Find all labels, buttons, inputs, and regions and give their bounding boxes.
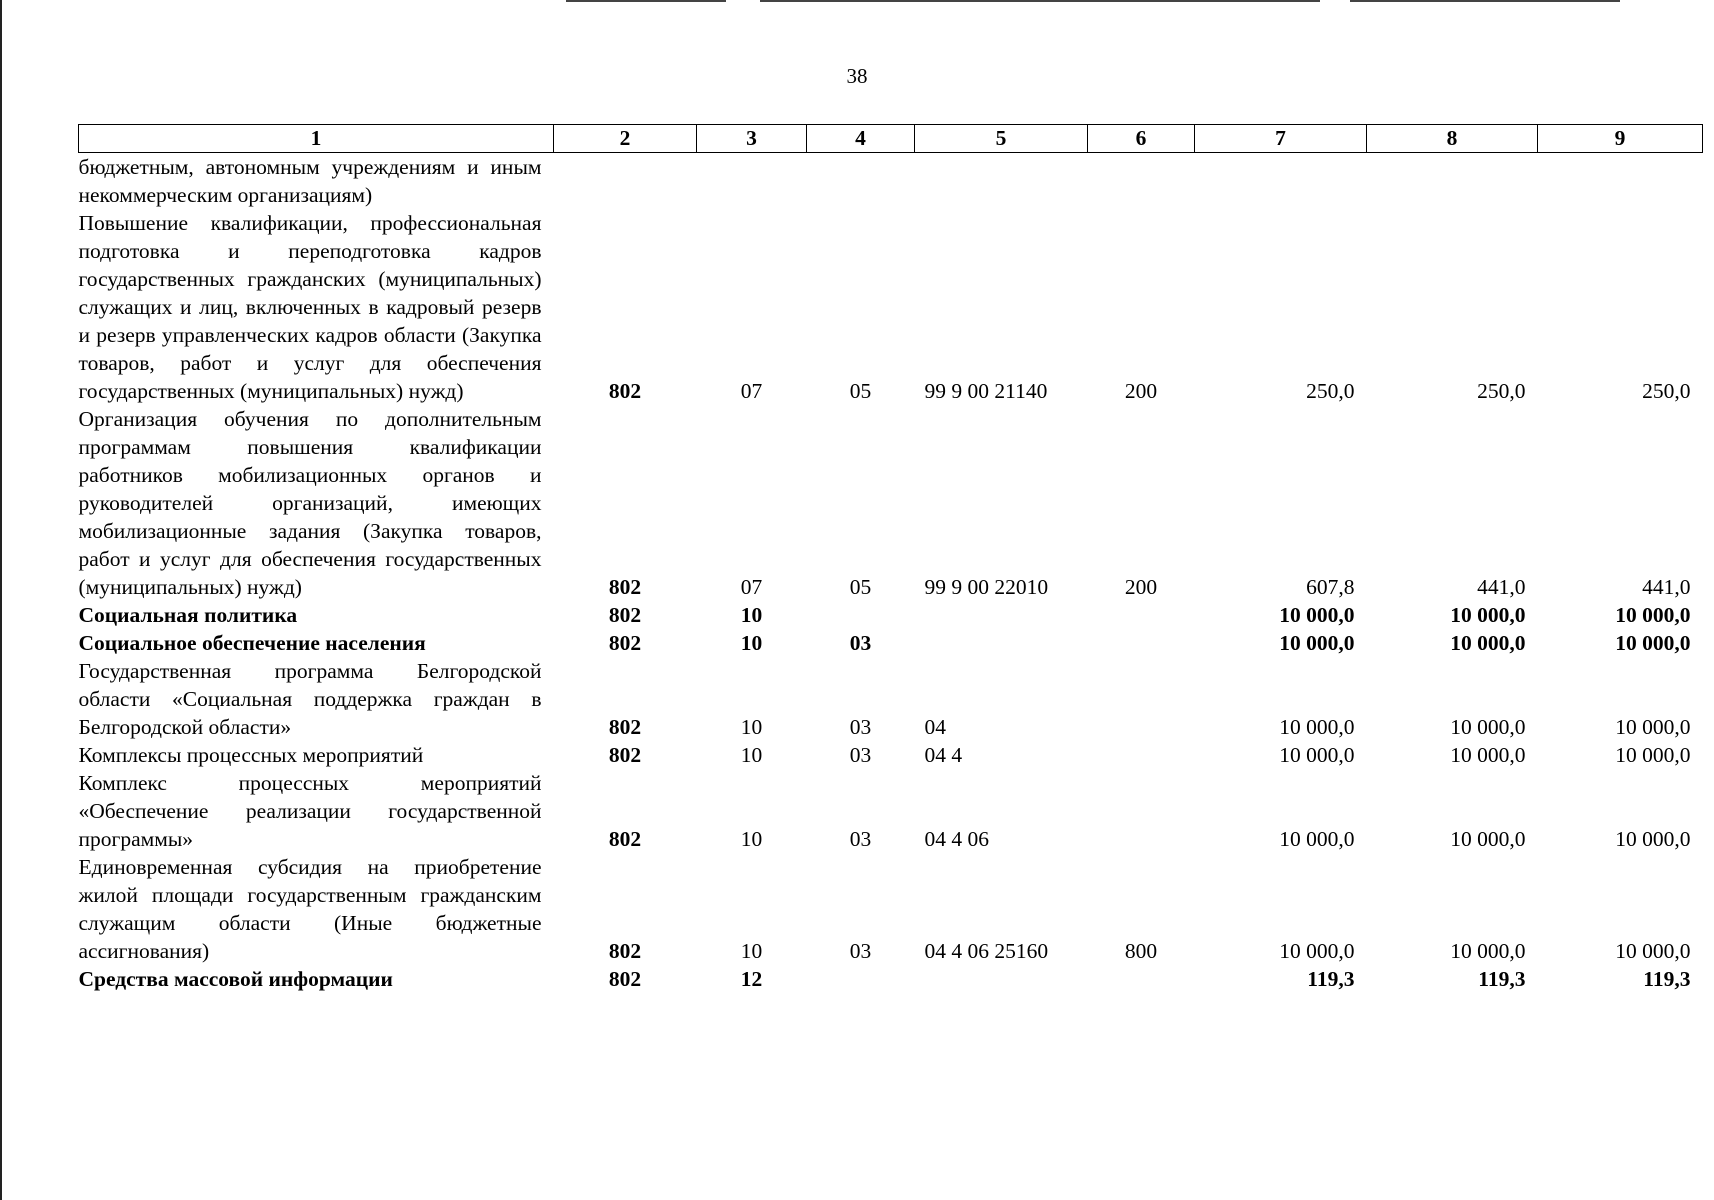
table-row <box>79 853 1703 965</box>
cell-subsection: 03 <box>849 827 872 851</box>
cell-target-article: 04 4 06 25160 <box>924 939 1049 963</box>
cell-section: 10 <box>740 603 763 627</box>
cell-target-article: 04 4 06 <box>924 827 989 851</box>
cell-expense-type <box>1088 965 1195 993</box>
cell-amount-7: 10 000,0 <box>1279 715 1355 739</box>
cell-section: 12 <box>740 967 763 991</box>
cell-ministry: 802 <box>608 715 642 739</box>
cell-subsection <box>807 153 915 210</box>
cell-amount-9: 10 000,0 <box>1615 939 1691 963</box>
cell-ministry: 802 <box>608 967 642 991</box>
row-name: Организация обучения по дополнительным программам повышения квалификации работников мобилизационных органов и руководителей организаций, имеющих мобилизационные задания (Закупка товаров, работ и услуг для обеспечения государственных (муниципальных) нужд) <box>78 407 542 599</box>
cell-ministry: 802 <box>608 379 642 403</box>
cell-section: 10 <box>740 715 763 739</box>
cell-ministry <box>554 153 697 210</box>
row-name: Социальное обеспечение населения <box>78 631 426 655</box>
scan-line <box>1350 0 1620 2</box>
table-row <box>79 741 1703 769</box>
cell-amount-7: 10 000,0 <box>1279 743 1355 767</box>
budget-table <box>78 124 1703 993</box>
cell-amount-9: 10 000,0 <box>1615 743 1691 767</box>
cell-amount-8: 10 000,0 <box>1450 743 1526 767</box>
cell-amount-9: 10 000,0 <box>1615 631 1691 655</box>
column-header: 4 <box>807 125 915 153</box>
column-header: 7 <box>1195 125 1367 153</box>
cell-amount-7: 607,8 <box>1306 575 1355 599</box>
scan-edge <box>0 0 2 1200</box>
cell-subsection: 05 <box>849 575 872 599</box>
cell-amount-8: 10 000,0 <box>1450 827 1526 851</box>
cell-amount-8: 10 000,0 <box>1450 939 1526 963</box>
cell-subsection: 03 <box>849 715 872 739</box>
cell-ministry: 802 <box>608 743 642 767</box>
cell-ministry: 802 <box>608 827 642 851</box>
cell-amount-8: 441,0 <box>1477 575 1526 599</box>
cell-amount-9 <box>1538 153 1703 210</box>
cell-subsection: 03 <box>849 743 872 767</box>
cell-amount-7: 10 000,0 <box>1279 603 1355 627</box>
table-row <box>79 965 1703 993</box>
scan-line <box>566 0 726 2</box>
table-row <box>79 601 1703 629</box>
cell-expense-type: 200 <box>1124 379 1158 403</box>
cell-amount-9: 250,0 <box>1642 379 1691 403</box>
cell-ministry: 802 <box>608 939 642 963</box>
cell-amount-9: 10 000,0 <box>1615 827 1691 851</box>
column-header: 5 <box>915 125 1088 153</box>
cell-expense-type: 800 <box>1124 939 1158 963</box>
cell-amount-7: 10 000,0 <box>1279 631 1355 655</box>
cell-target-article <box>915 965 1088 993</box>
column-header: 6 <box>1088 125 1195 153</box>
cell-section: 07 <box>740 575 763 599</box>
cell-target-article: 99 9 00 21140 <box>924 379 1048 403</box>
cell-section: 10 <box>740 827 763 851</box>
cell-subsection: 03 <box>849 631 872 655</box>
cell-target-article: 99 9 00 22010 <box>924 575 1049 599</box>
cell-expense-type <box>1088 769 1195 853</box>
column-header: 2 <box>554 125 697 153</box>
table-row <box>79 769 1703 853</box>
cell-ministry: 802 <box>608 603 642 627</box>
cell-target-article <box>915 601 1088 629</box>
cell-amount-9: 10 000,0 <box>1615 715 1691 739</box>
cell-subsection <box>807 965 915 993</box>
cell-target-article <box>915 629 1088 657</box>
cell-amount-7: 250,0 <box>1306 379 1355 403</box>
cell-amount-9: 10 000,0 <box>1615 603 1691 627</box>
column-header: 8 <box>1367 125 1538 153</box>
row-name: Средства массовой информации <box>78 967 393 991</box>
cell-amount-7 <box>1195 153 1367 210</box>
row-name: Единовременная субсидия на приобретение жилой площади государственным гражданским служащим области (Иные бюджетные ассигнования) <box>78 855 542 963</box>
row-name: Комплексы процессных мероприятий <box>78 743 424 767</box>
cell-amount-7: 10 000,0 <box>1279 939 1355 963</box>
cell-amount-7: 119,3 <box>1307 967 1355 991</box>
cell-section: 07 <box>740 379 763 403</box>
table-row <box>79 405 1703 601</box>
cell-amount-8: 10 000,0 <box>1450 715 1526 739</box>
row-name: Комплекс процессных мероприятий «Обеспечение реализации государственной программы» <box>78 771 542 851</box>
cell-section: 10 <box>740 743 763 767</box>
table-row <box>79 657 1703 741</box>
table-row <box>79 209 1703 405</box>
cell-amount-8: 250,0 <box>1477 379 1526 403</box>
cell-expense-type <box>1088 601 1195 629</box>
column-header: 9 <box>1538 125 1703 153</box>
cell-target-article: 04 4 <box>924 743 963 767</box>
table-header-row <box>79 125 1703 153</box>
row-name: Социальная политика <box>78 603 298 627</box>
cell-subsection <box>807 601 915 629</box>
row-name: Повышение квалификации, профессиональная подготовка и переподготовка кадров государственных гражданских (муниципальных) служащих и лиц, включенных в кадровый резерв и резерв управленческих кадров области (Закупка товаров, работ и услуг для обеспечения государственных (муниципальных) нужд) <box>78 211 542 403</box>
row-name: Государственная программа Белгородской области «Социальная поддержка граждан в Белгородской области» <box>78 659 542 739</box>
page-number: 38 <box>846 64 868 88</box>
cell-amount-9: 119,3 <box>1643 967 1691 991</box>
cell-amount-8: 10 000,0 <box>1450 631 1526 655</box>
table-row <box>79 153 1703 210</box>
cell-expense-type <box>1088 657 1195 741</box>
row-name: бюджетным, автономным учреждениям и иным некоммерческим организациям) <box>78 155 542 207</box>
cell-expense-type <box>1088 741 1195 769</box>
cell-section: 10 <box>740 939 763 963</box>
cell-section: 10 <box>740 631 763 655</box>
table-row <box>79 629 1703 657</box>
cell-ministry: 802 <box>608 631 642 655</box>
cell-section <box>697 153 807 210</box>
cell-expense-type: 200 <box>1124 575 1158 599</box>
column-header: 3 <box>697 125 807 153</box>
cell-target-article <box>915 153 1088 210</box>
cell-expense-type <box>1088 153 1195 210</box>
cell-amount-8: 10 000,0 <box>1450 603 1526 627</box>
cell-subsection: 03 <box>849 939 872 963</box>
cell-amount-9: 441,0 <box>1642 575 1691 599</box>
cell-amount-8: 119,3 <box>1478 967 1526 991</box>
column-header: 1 <box>79 125 554 153</box>
cell-ministry: 802 <box>608 575 642 599</box>
cell-amount-8 <box>1367 153 1538 210</box>
scan-line <box>760 0 1320 2</box>
cell-subsection: 05 <box>849 379 872 403</box>
cell-amount-7: 10 000,0 <box>1279 827 1355 851</box>
cell-expense-type <box>1088 629 1195 657</box>
cell-target-article: 04 <box>924 715 946 739</box>
